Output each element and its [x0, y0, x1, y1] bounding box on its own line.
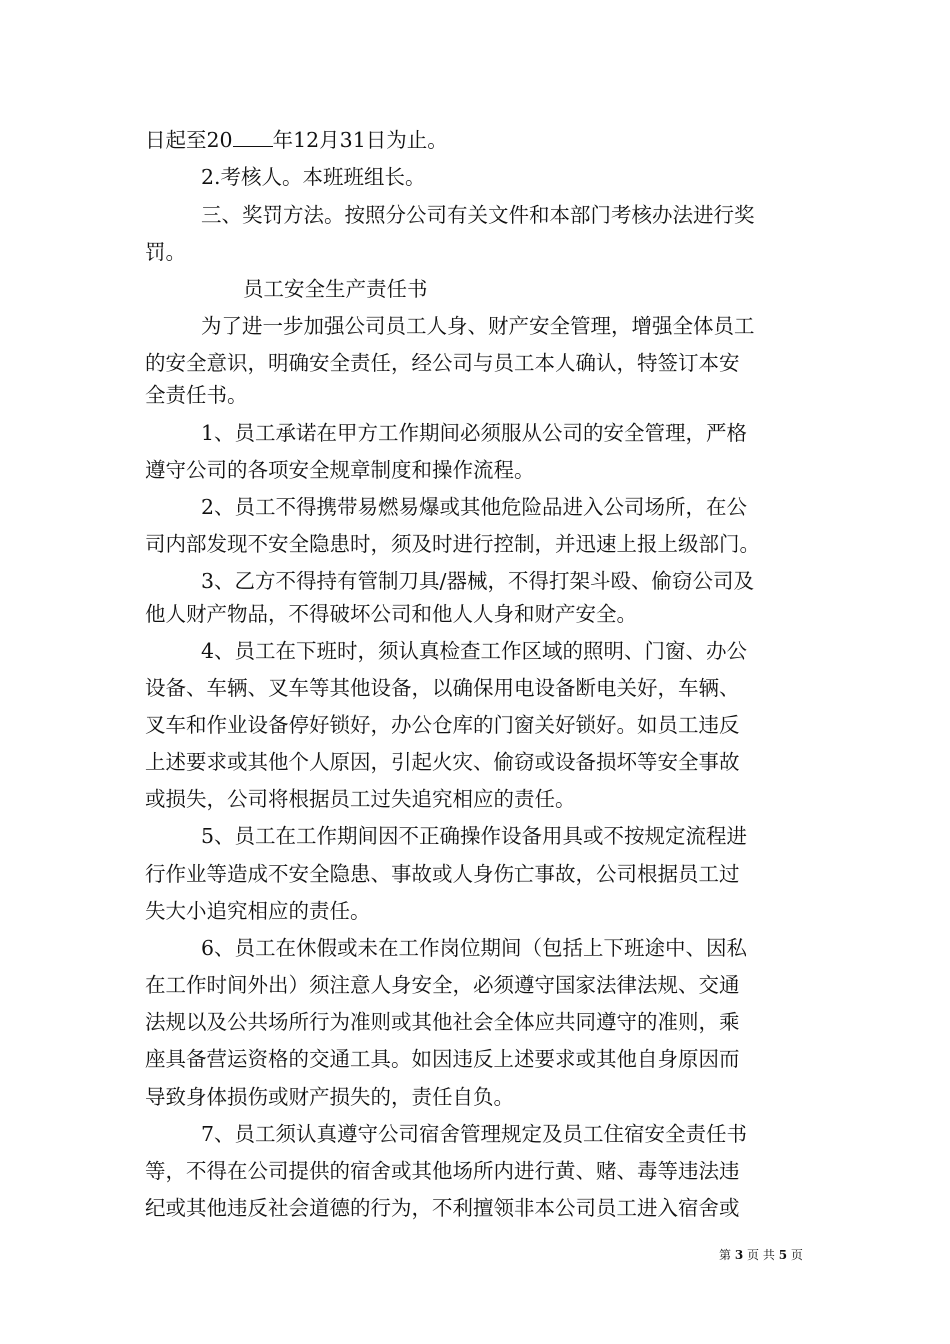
- text-line: 叉车和作业设备停好锁好，办公仓库的门窗关好锁好。如员工违反: [145, 713, 740, 737]
- fill-in-blank: [233, 127, 273, 147]
- text-line: 5、员工在工作期间因不正确操作设备用具或不按规定流程进: [201, 824, 748, 848]
- text-line: 遵守公司的各项安全规章制度和操作流程。: [145, 458, 535, 482]
- text-line: 等，不得在公司提供的宿舍或其他场所内进行黄、赌、毒等违法违: [145, 1159, 740, 1183]
- text-line: 在工作时间外出）须注意人身安全，必须遵守国家法律法规、交通: [145, 973, 740, 997]
- text-line: 2.考核人。本班班组长。: [201, 165, 426, 189]
- text-line: 的安全意识，明确安全责任，经公司与员工本人确认，特签订本安: [145, 351, 740, 375]
- text-line: 1、员工承诺在甲方工作期间必须服从公司的安全管理，严格: [201, 421, 748, 445]
- text-line: 全责任书。: [145, 383, 248, 407]
- text-line: 设备、车辆、叉车等其他设备，以确保用电设备断电关好，车辆、: [145, 676, 740, 700]
- text-line: 行作业等造成不安全隐患、事故或人身伤亡事故，公司根据员工过: [145, 862, 740, 886]
- text-line: [145, 127, 805, 153]
- text-line: 2、员工不得携带易燃易爆或其他危险品进入公司场所，在公: [201, 495, 748, 519]
- text-line: 7、员工须认真遵守公司宿舍管理规定及员工住宿安全责任书: [201, 1122, 748, 1146]
- text-line: 三、奖罚方法。按照分公司有关文件和本部门考核办法进行奖: [201, 203, 755, 227]
- text-line: 为了进一步加强公司员工人身、财产安全管理，增强全体员工: [201, 314, 755, 338]
- text-line: 或损失，公司将根据员工过失追究相应的责任。: [145, 787, 576, 811]
- footer-text: 第: [719, 1248, 732, 1262]
- footer-text: 页: [790, 1248, 803, 1262]
- current-page-number: 3: [734, 1248, 744, 1262]
- text-fragment: 年12月31日为止。: [272, 128, 448, 152]
- text-line: 3、乙方不得持有管制刀具/器械，不得打架斗殴、偷窃公司及: [201, 569, 754, 593]
- text-line: 纪或其他违反社会道德的行为，不利擅领非本公司员工进入宿舍或: [145, 1196, 740, 1220]
- text-line: 座具备营运资格的交通工具。如因违反上述要求或其他自身原因而: [145, 1047, 740, 1071]
- text-fragment: 日起至20: [145, 128, 233, 152]
- text-line: 失大小追究相应的责任。: [145, 899, 371, 923]
- text-line: 司内部发现不安全隐患时，须及时进行控制，并迅速上报上级部门。: [145, 532, 760, 556]
- text-line: 他人财产物品，不得破坏公司和他人人身和财产安全。: [145, 602, 637, 626]
- text-line: 法规以及公共场所行为准则或其他社会全体应共同遵守的准则，乘: [145, 1010, 740, 1034]
- total-pages-number: 5: [778, 1248, 788, 1262]
- text-line: 导致身体损伤或财产损失的，责任自负。: [145, 1085, 514, 1109]
- text-line: 4、员工在下班时，须认真检查工作区域的照明、门窗、办公: [201, 639, 748, 663]
- text-line: 上述要求或其他个人原因，引起火灾、偷窃或设备损坏等安全事故: [145, 750, 740, 774]
- page-footer: [719, 1247, 803, 1263]
- footer-text: 页 共: [747, 1248, 775, 1262]
- section-title: 员工安全生产责任书: [243, 277, 428, 301]
- text-line: 6、员工在休假或未在工作岗位期间（包括上下班途中、因私: [201, 936, 748, 960]
- text-line: 罚。: [145, 240, 186, 264]
